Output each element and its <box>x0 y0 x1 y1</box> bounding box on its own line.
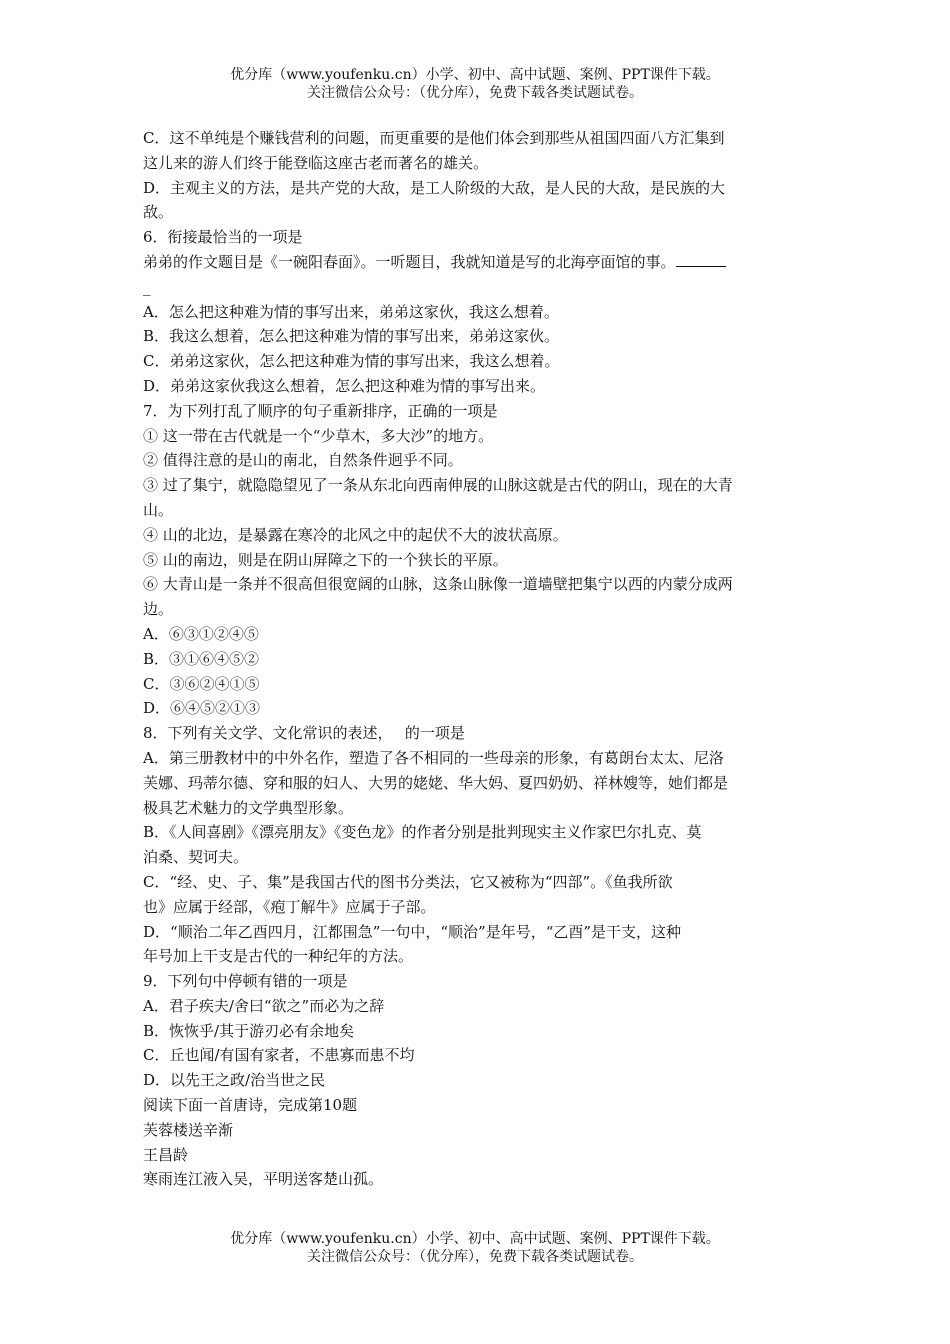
sentence-line: ⑥ 大青山是一条并不很高但很宽阔的山脉，这条山脉像一道墙壁把集宁以西的内蒙分成两 <box>143 575 733 594</box>
text-line: 泊桑、契诃夫。 <box>143 848 249 867</box>
question-6-stem <box>143 250 803 275</box>
sentence-line: ② 值得注意的是山的南北，自然条件迥乎不同。 <box>143 451 463 470</box>
text-line: 年号加上干支是古代的一种纪年的方法。 <box>143 947 414 966</box>
text-line: C．这不单纯是个赚钱营利的问题，而更重要的是他们体会到那些从祖国四面八方汇集到 <box>143 129 725 147</box>
text-line: D．主观主义的方法，是共产党的大敌，是工人阶级的大敌，是人民的大敌，是民族的大 <box>143 178 726 197</box>
option-line: D．“顺治二年乙酉四月，江都围急”一句中，“顺治”是年号，“乙酉”是干支，这种 <box>143 922 682 941</box>
text-line: 也》应属于经部，《疱丁解牛》应属于子部。 <box>143 897 436 916</box>
poem-title: 芙蓉楼送辛渐 <box>143 1120 234 1139</box>
poem-author: 王昌龄 <box>143 1145 189 1164</box>
option-line: C．丘也闻/有国有家者，不患寡而患不均 <box>143 1046 415 1065</box>
header-line-1: 优分库（www.youfenku.cn）小学、初中、高中试题、案例、PPT课件下载。 <box>230 67 720 83</box>
sentence-line: 山。 <box>143 500 174 519</box>
option-line: A．第三册教材中的中外名作，塑造了各不相同的一些母亲的形象，有葛朗台太太、尼洛 <box>143 748 724 767</box>
option-line: B．③①⑥④⑤② <box>143 649 260 668</box>
question-6-title: 6．衔接最恰当的一项是 <box>143 228 303 247</box>
sentence-line: ③ 过了集宁，就隐隐望见了一条从东北向西南伸展的山脉这就是古代的阴山，现在的大青 <box>143 476 733 495</box>
option-line: B．恢恢乎/其于游刃必有余地矣 <box>143 1021 355 1040</box>
option-line: A．⑥③①②④⑤ <box>143 624 259 643</box>
text-line: 敌。 <box>143 203 174 222</box>
reading-instruction: 阅读下面一首唐诗，完成第10题 <box>143 1096 358 1115</box>
footer-line-1: 优分库（www.youfenku.cn）小学、初中、高中试题、案例、PPT课件下载。 <box>230 1231 720 1247</box>
option-line: B．我这么想着，怎么把这种难为情的事写出来，弟弟这家伙。 <box>143 327 560 346</box>
poem-line: 寒雨连江液入吴，平明送客楚山孤。 <box>143 1170 384 1189</box>
option-line: D．弟弟这家伙我这么想着，怎么把这种难为情的事写出来。 <box>143 376 546 395</box>
text-line: 极具艺术魅力的文学典型形象。 <box>143 798 354 817</box>
option-line: C．“经、史、子、集”是我国古代的图书分类法，它又被称为“四部”。《鱼我所欲 <box>143 872 673 891</box>
option-line: A．怎么把这种难为情的事写出来，弟弟这家伙，我这么想着。 <box>143 302 559 321</box>
text-line: 芙娜、玛蒂尔德、穿和服的妇人、大男的姥姥、华大妈、夏四奶奶、祥林嫂等，她们都是 <box>143 773 729 792</box>
text-line: _ <box>143 277 151 296</box>
sentence-line: 边。 <box>143 600 174 619</box>
question-6-stem-text: 弟弟的作文题目是《一碗阳春面》。一听题目，我就知道是写的北海亭面馆的事。 <box>143 252 676 271</box>
sentence-line: ① 这一带在古代就是一个“少草木，多大沙”的地方。 <box>143 426 494 445</box>
page-footer <box>0 1230 950 1266</box>
text-line: 这儿来的游人们终于能登临这座古老而著名的雄关。 <box>143 153 489 172</box>
answer-blank <box>676 250 726 267</box>
option-line: B．《人间喜剧》《漂亮朋友》《变色龙》的作者分别是批判现实主义作家巴尔扎克、莫 <box>143 823 702 842</box>
header-line-2: 关注微信公众号：（优分库），免费下载各类试题试卷。 <box>307 85 643 101</box>
question-9-title: 9．下列句中停顿有错的一项是 <box>143 972 348 991</box>
question-8-title: 8．下列有关文学、文化常识的表述， 的一项是 <box>143 724 465 743</box>
question-7-title: 7．为下列打乱了顺序的句子重新排序，正确的一项是 <box>143 401 498 420</box>
option-line: A．君子疾夫/舍曰“欲之”而必为之辞 <box>143 996 385 1015</box>
page-header <box>0 66 950 102</box>
sentence-line: ⑤ 山的南边，则是在阴山屏障之下的一个狭长的平原。 <box>143 550 508 569</box>
option-line: C．③⑥②④①⑤ <box>143 674 260 693</box>
option-line: C．弟弟这家伙，怎么把这种难为情的事写出来，我这么想着。 <box>143 352 560 371</box>
option-line: D．以先王之政/治当世之民 <box>143 1071 326 1090</box>
sentence-line: ④ 山的北边，是暴露在寒冷的北风之中的起伏不大的波状高原。 <box>143 525 568 544</box>
option-line: D．⑥④⑤②①③ <box>143 699 261 718</box>
document-body <box>143 126 803 1192</box>
footer-line-2: 关注微信公众号：（优分库），免费下载各类试题试卷。 <box>307 1249 643 1265</box>
